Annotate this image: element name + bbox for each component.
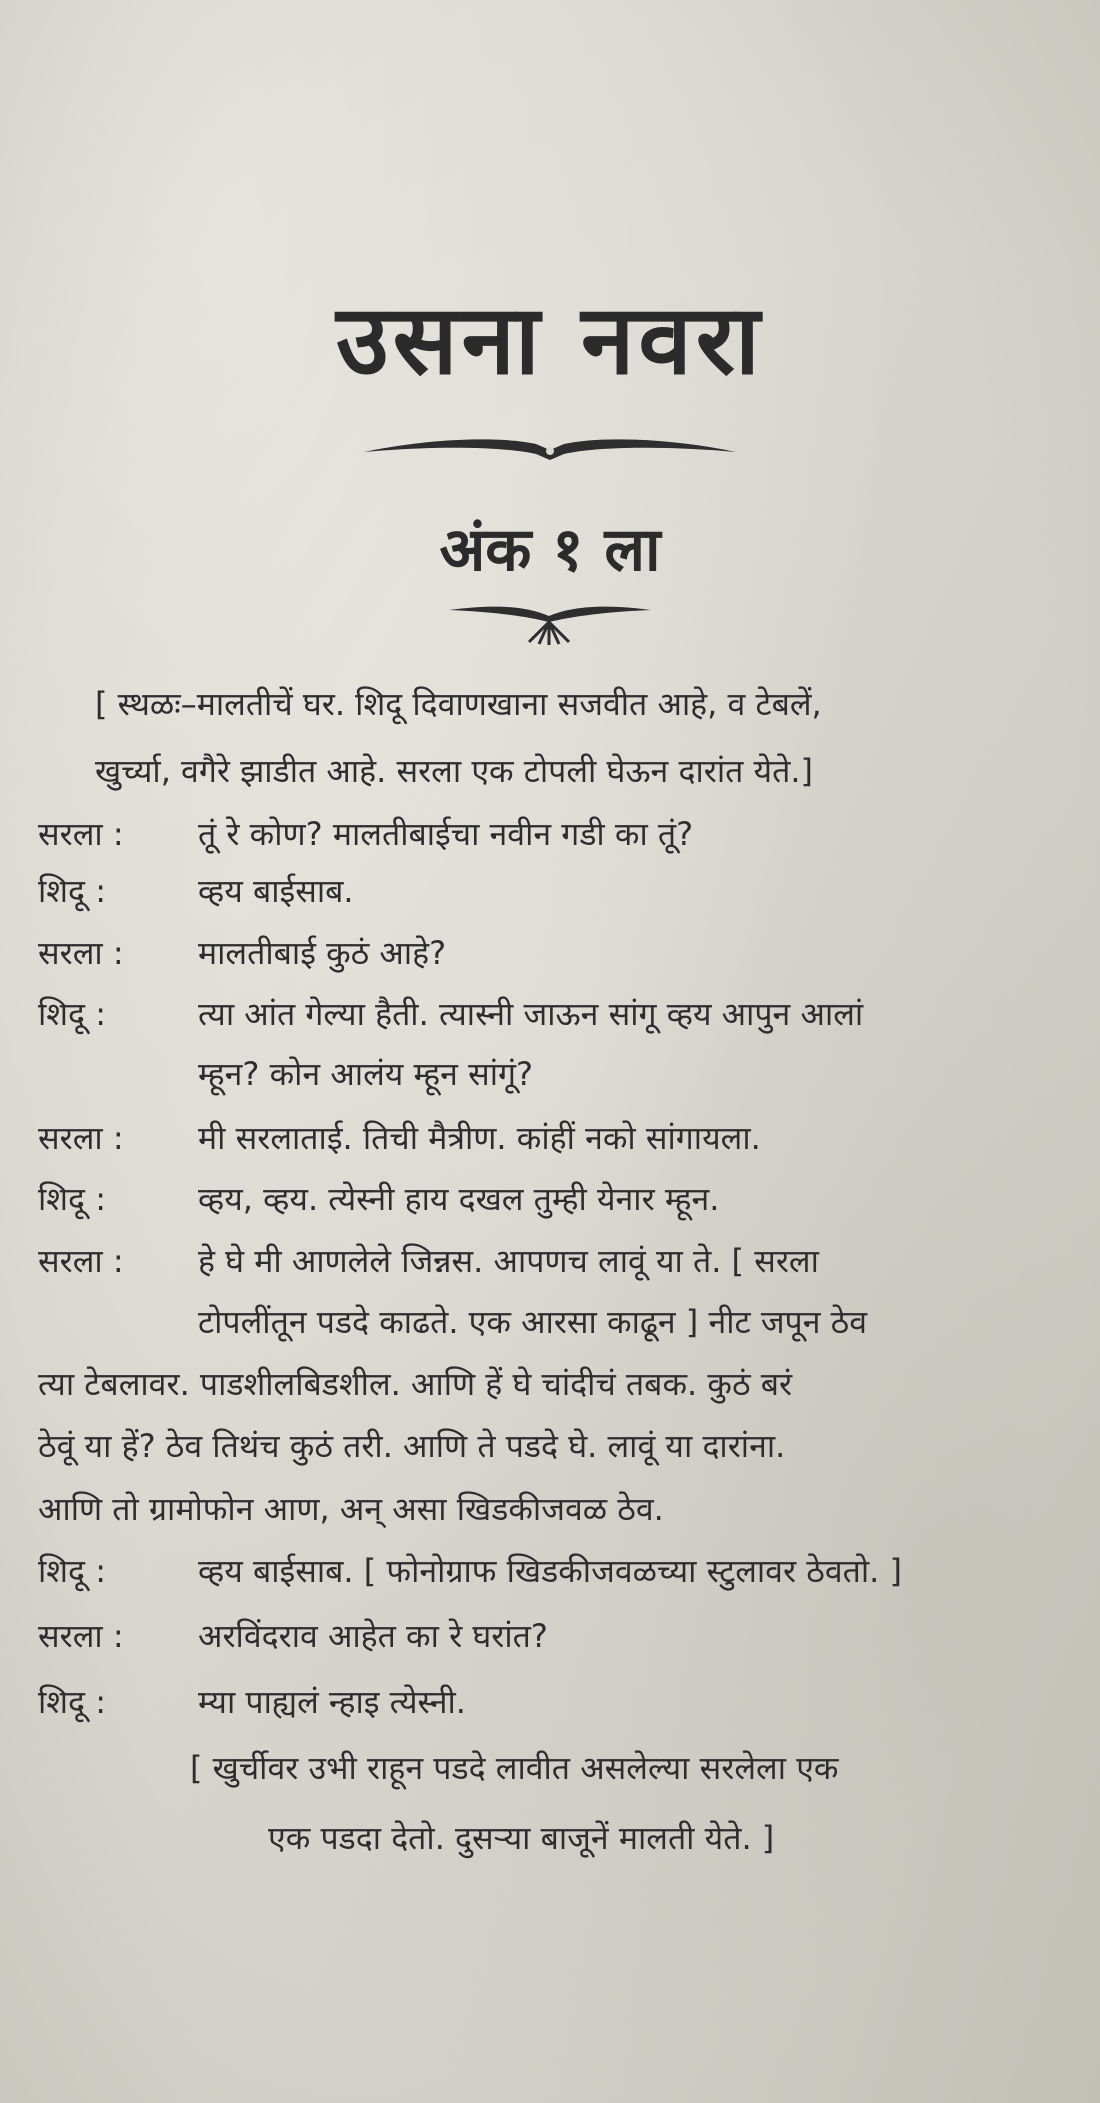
stage-direction-line: एक पडदा देतो. दुसऱ्या बाजूनें मालती येते. ] <box>268 1819 775 1857</box>
speaker-name: सरला : <box>38 1242 124 1280</box>
dialogue-line: त्या आंत गेल्या हैती. त्यास्नी जाऊन सांगू व्हय आपुन आलां <box>198 995 864 1033</box>
speaker-name: शिदू : <box>38 872 106 910</box>
dialogue-line: व्हय, व्हय. त्येस्नी हाय दखल तुम्ही येनार म्हून. <box>198 1180 720 1218</box>
act-heading: अंक १ ला <box>439 515 661 585</box>
dialogue-line: टोपलींतून पडदे काढते. एक आरसा काढून ] नीट जपून ठेव <box>198 1303 868 1341</box>
dialogue-continuation: त्या टेबलावर. पाडशीलबिडशील. आणि हें घे चांदीचं तबक. कुठं बरं <box>38 1365 793 1403</box>
stage-direction-line: [ खुर्चीवर उभी राहून पडदे लावीत असलेल्या सरलेला एक <box>190 1749 839 1787</box>
speaker-name: सरला : <box>38 815 124 853</box>
dialogue-line: हे घे मी आणलेले जिन्नस. आपणच लावूं या ते. [ सरला <box>198 1242 819 1280</box>
dialogue-line: तूं रे कोण? मालतीबाईचा नवीन गडी का तूं? <box>198 815 694 853</box>
dialogue-line: व्हय बाईसाब. [ फोनोग्राफ खिडकीजवळच्या स्टुलावर ठेवतो. ] <box>198 1552 902 1590</box>
speaker-name: शिदू : <box>38 995 106 1033</box>
dialogue-line: व्हय बाईसाब. <box>198 872 354 910</box>
speaker-name: सरला : <box>38 1119 124 1157</box>
dialogue-continuation: ठेवूं या हें? ठेव तिथंच कुठं तरी. आणि ते पडदे घे. लावूं या दारांना. <box>38 1427 786 1465</box>
play-title: उसना नवरा <box>336 284 764 396</box>
speaker-name: शिदू : <box>38 1180 106 1218</box>
title-ornament <box>0 430 1100 466</box>
dialogue-line: मालतीबाई कुठं आहे? <box>198 934 447 972</box>
dialogue-line: म्हून? कोन आलंय म्हून सांगूं? <box>198 1055 534 1093</box>
speaker-name: सरला : <box>38 1617 124 1655</box>
dialogue-continuation: आणि तो ग्रामोफोन आण, अन् असा खिडकीजवळ ठेव. <box>38 1490 664 1528</box>
dialogue-line: अरविंदराव आहेत का रे घरांत? <box>198 1617 548 1655</box>
stage-direction-line: खुर्च्या, वगैरे झाडीत आहे. सरला एक टोपली घेऊन दारांत येते.] <box>95 752 814 790</box>
stage-direction-line: [ स्थळः–मालतीचें घर. शिदू दिवाणखाना सजवीत आहे, व टेबलें, <box>95 685 822 723</box>
dialogue-line: म्या पाह्यलं न्हाइ त्येस्नी. <box>198 1683 466 1721</box>
speaker-name: सरला : <box>38 934 124 972</box>
dialogue-line: मी सरलाताई. तिची मैत्रीण. कांहीं नको सांगायला. <box>198 1119 761 1157</box>
speaker-name: शिदू : <box>38 1683 106 1721</box>
act-ornament <box>0 598 1100 646</box>
speaker-name: शिदू : <box>38 1552 106 1590</box>
